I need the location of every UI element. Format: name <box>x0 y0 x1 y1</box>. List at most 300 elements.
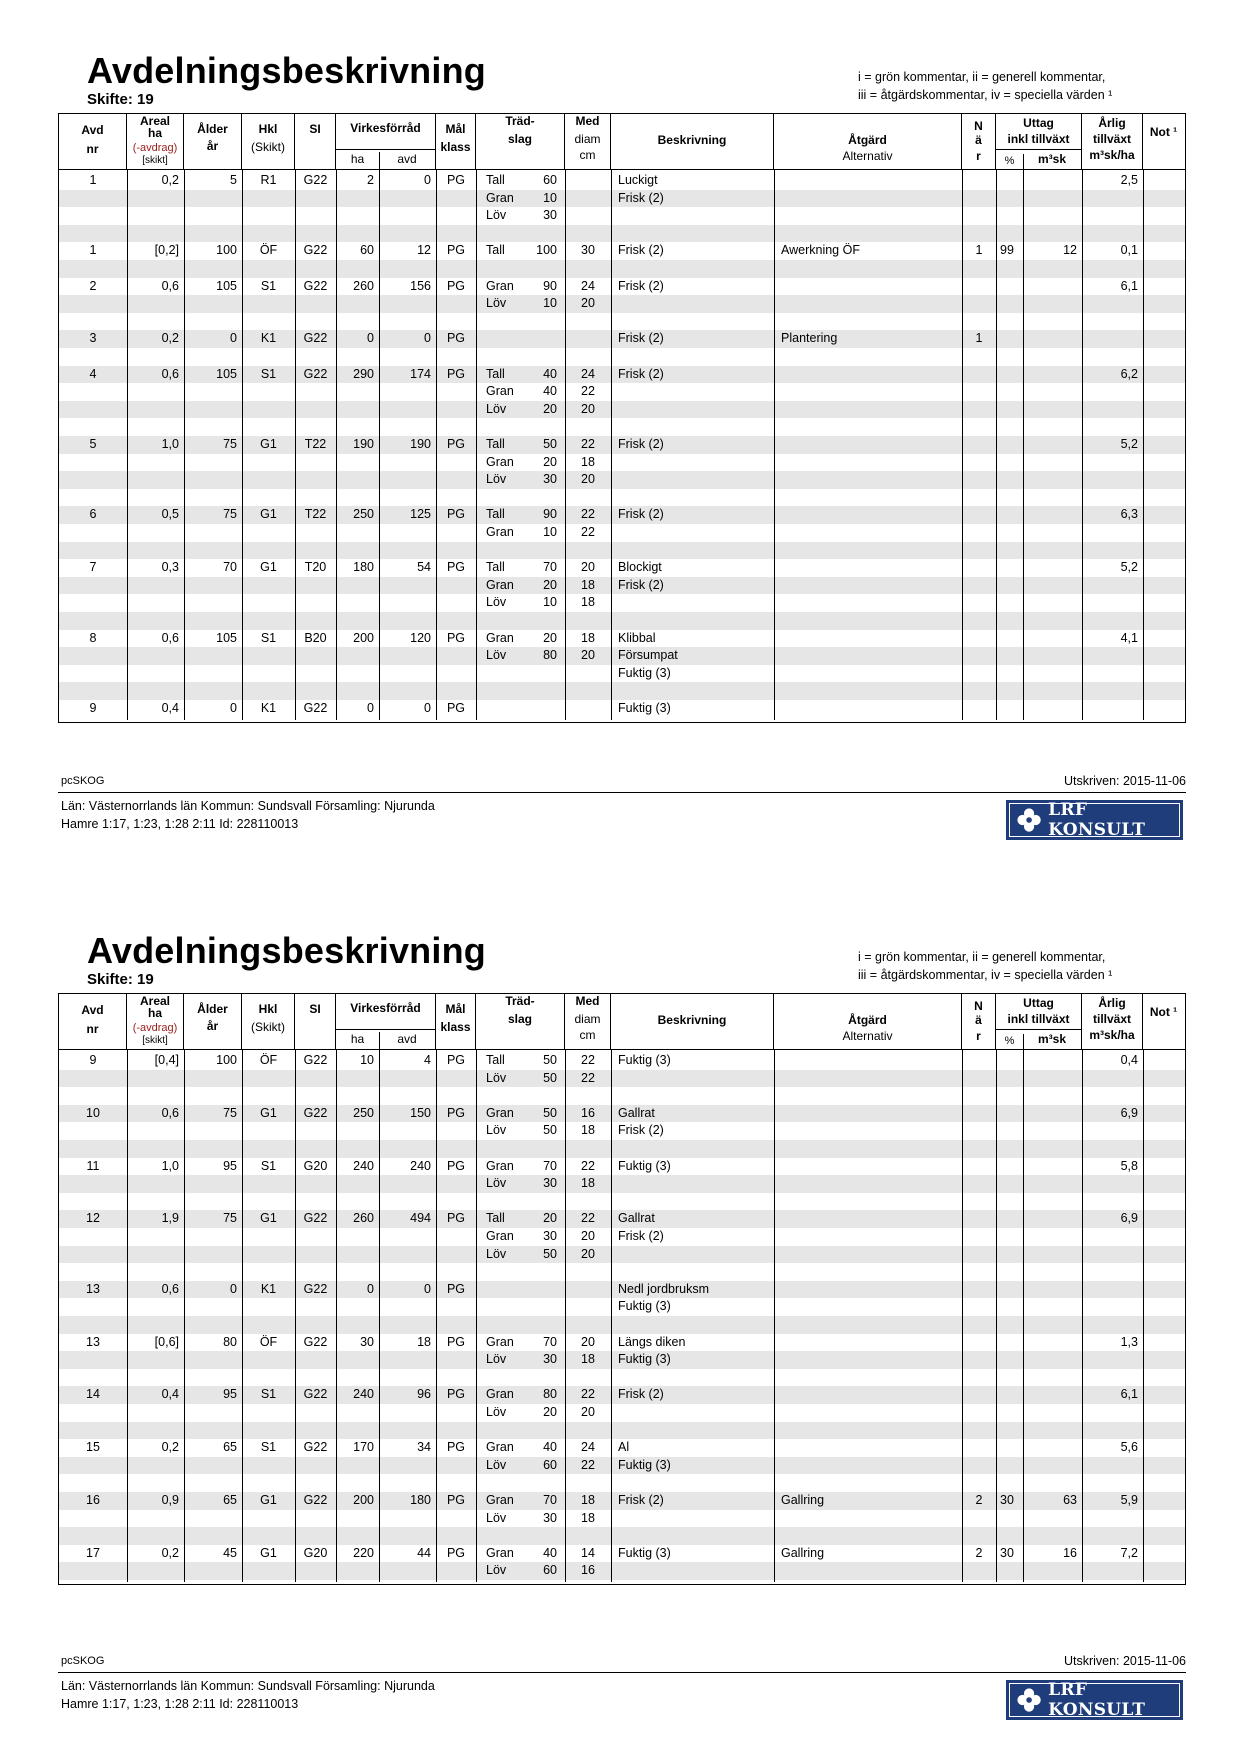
header-uttag <box>996 994 1082 1049</box>
header-text: Uttag <box>1023 996 1054 1010</box>
cell-vavd: 0 <box>424 173 431 187</box>
species-name: Gran <box>486 1493 514 1507</box>
header-text: ha <box>147 1006 162 1020</box>
description-line <box>59 1351 1185 1369</box>
header-text: (Skikt) <box>251 1020 285 1034</box>
cell-si: G22 <box>303 701 328 715</box>
species-diameter: 22 <box>581 384 595 399</box>
species-name: Löv <box>486 208 507 223</box>
species-name: Tall <box>486 1053 505 1067</box>
header-mal <box>436 114 476 169</box>
species-share: 70 <box>543 1493 557 1507</box>
property-line: Hamre 1:17, 1:23, 1:28 2:11 Id: 228110013 <box>61 817 299 831</box>
header-text: Årlig <box>1098 996 1126 1010</box>
row-band <box>59 612 1185 630</box>
header-text: Uttag <box>1023 116 1054 130</box>
species-share: 30 <box>543 1176 557 1191</box>
description-text: Frisk (2) <box>618 507 664 522</box>
cell-areal: 0,3 <box>161 560 179 575</box>
cell-mal: PG <box>446 1440 466 1455</box>
species-share: 70 <box>543 1334 557 1349</box>
header-text: m³sk <box>1037 152 1066 166</box>
header-trad <box>476 994 565 1049</box>
cell-alder: 75 <box>223 1105 237 1120</box>
description-line <box>59 506 1185 524</box>
species-name: Löv <box>486 1070 507 1085</box>
species-name: Gran <box>486 1387 514 1402</box>
species-name: Löv <box>486 1352 507 1367</box>
cell-alder: 65 <box>223 1493 237 1507</box>
header-text: Ålder <box>197 122 228 136</box>
cell-mal: PG <box>446 701 466 715</box>
cell-vavd: 12 <box>417 243 431 258</box>
cell-vha: 60 <box>360 243 374 258</box>
cell-hkl: S1 <box>260 366 277 381</box>
species-line <box>59 1175 1185 1193</box>
species-diameter: 22 <box>581 525 595 539</box>
header-med <box>565 994 611 1049</box>
cell-pct: 30 <box>1000 1493 1014 1507</box>
legend-line: iii = åtgärdskommentar, iv = speciella värden ¹ <box>858 968 1113 982</box>
species-share: 50 <box>543 1105 557 1120</box>
cell-vavd: 18 <box>417 1334 431 1349</box>
cell-nar: 1 <box>975 243 983 258</box>
species-name: Löv <box>486 472 507 487</box>
cell-alder: 0 <box>230 1281 237 1296</box>
header-text: Årlig <box>1098 116 1126 130</box>
species-share: 50 <box>543 437 557 451</box>
cell-areal: 0,6 <box>161 1281 179 1296</box>
header-text: SI <box>309 122 321 136</box>
cell-si: T20 <box>304 560 327 575</box>
cell-alder: 105 <box>216 278 237 293</box>
species-name: Löv <box>486 1563 507 1578</box>
cell-vha: 0 <box>367 701 374 715</box>
cell-arlig: 2,5 <box>1120 173 1138 187</box>
description-line <box>59 1386 1185 1404</box>
cell-avd: 15 <box>86 1440 100 1455</box>
cell-areal: 0,2 <box>161 1545 179 1560</box>
cell-mal: PG <box>446 331 466 346</box>
species-line <box>59 1562 1185 1580</box>
cell-arlig: 5,8 <box>1120 1158 1138 1173</box>
cell-areal: 0,6 <box>161 630 179 645</box>
species-share: 60 <box>543 1563 557 1578</box>
cell-areal: 0,6 <box>161 366 179 381</box>
species-share: 50 <box>543 1053 557 1067</box>
cell-nar: 2 <box>975 1545 983 1560</box>
cell-areal: [0,4] <box>154 1053 179 1067</box>
species-diameter: 22 <box>581 1211 595 1226</box>
cell-vha: 220 <box>353 1545 374 1560</box>
species-name: Gran <box>486 1105 514 1120</box>
species-diameter: 18 <box>581 577 595 592</box>
cell-arlig: 0,1 <box>1120 243 1138 258</box>
species-name: Löv <box>486 1246 507 1261</box>
description-line <box>59 1457 1185 1475</box>
header-beskr <box>611 114 774 169</box>
header-si <box>295 994 336 1049</box>
row-band <box>59 682 1185 700</box>
cell-arlig: 6,1 <box>1120 278 1138 293</box>
cell-alder: 105 <box>216 630 237 645</box>
cell-hkl: ÖF <box>259 1334 278 1349</box>
description-line <box>59 1492 1185 1510</box>
header-text: (-avdrag) <box>132 1022 178 1034</box>
cell-areal: 1,0 <box>161 1158 179 1173</box>
cell-si: G22 <box>303 243 328 258</box>
species-line <box>59 594 1185 612</box>
species-share: 70 <box>543 560 557 575</box>
cell-si: G22 <box>303 1440 328 1455</box>
species-diameter: 18 <box>581 1493 595 1507</box>
species-diameter: 18 <box>581 454 595 469</box>
description-text: Blockigt <box>618 560 662 575</box>
species-share: 10 <box>543 595 557 610</box>
header-text: r <box>976 1029 981 1043</box>
property-line: Hamre 1:17, 1:23, 1:28 2:11 Id: 228110013 <box>61 1697 299 1711</box>
header-text: ä <box>975 1013 982 1027</box>
header-text: avd <box>397 1032 417 1046</box>
cell-nar: 2 <box>975 1493 983 1507</box>
cell-avd: 8 <box>89 630 97 645</box>
header-text: Åtgärd <box>848 1013 887 1027</box>
species-diameter: 16 <box>581 1563 595 1578</box>
table-header <box>59 114 1185 170</box>
cell-avd: 9 <box>89 701 97 715</box>
cell-si: G20 <box>303 1158 328 1173</box>
printed-date: Utskriven: 2015-11-06 <box>1063 1654 1186 1668</box>
legend-line: i = grön kommentar, ii = generell kommentar, <box>858 70 1106 84</box>
cell-hkl: G1 <box>260 1545 277 1560</box>
species-share: 70 <box>543 1158 557 1173</box>
footer-info <box>61 1677 435 1713</box>
cell-pct: 30 <box>1000 1545 1014 1560</box>
cell-avd: 10 <box>86 1105 100 1120</box>
species-line <box>59 1070 1185 1088</box>
header-hkl <box>242 994 295 1049</box>
cell-si: T22 <box>304 507 327 522</box>
header-divider <box>996 1029 1081 1030</box>
header-text: N <box>974 119 983 133</box>
species-diameter: 24 <box>581 278 595 293</box>
description-line <box>59 242 1185 260</box>
species-diameter: 30 <box>581 243 595 258</box>
header-text: Areal <box>139 114 171 128</box>
description-text: Frisk (2) <box>618 190 664 205</box>
species-name: Gran <box>486 454 514 469</box>
header-med <box>565 114 611 169</box>
cell-pct: 99 <box>1000 243 1014 258</box>
species-name: Löv <box>486 648 507 663</box>
header-text: m³sk/ha <box>1089 148 1135 162</box>
description-text: Frisk (2) <box>618 1123 664 1138</box>
cell-vavd: 4 <box>424 1053 431 1067</box>
species-line <box>59 383 1185 401</box>
cell-alder: 80 <box>223 1334 237 1349</box>
cell-vha: 240 <box>353 1387 374 1402</box>
cell-areal: 0,9 <box>161 1493 179 1507</box>
species-name: Löv <box>486 1176 507 1191</box>
species-share: 50 <box>543 1246 557 1261</box>
header-text: klass <box>440 1020 471 1034</box>
species-name: Löv <box>486 1457 507 1472</box>
header-mal <box>436 994 476 1049</box>
cell-avd: 3 <box>89 331 97 346</box>
header-virkesforrad <box>336 994 436 1049</box>
species-name: Gran <box>486 1158 514 1173</box>
cell-arlig: 5,9 <box>1120 1493 1138 1507</box>
cell-mal: PG <box>446 173 466 187</box>
cell-vavd: 150 <box>410 1105 431 1120</box>
cell-hkl: G1 <box>260 437 277 451</box>
description-text: Gallrat <box>618 1105 655 1120</box>
cell-hkl: G1 <box>260 1211 277 1226</box>
footer-rule <box>58 792 1186 793</box>
species-name: Gran <box>486 278 514 293</box>
header-text: Hkl <box>258 122 278 136</box>
header-text: (-avdrag) <box>132 142 178 154</box>
description-line <box>59 172 1185 190</box>
header-text: Åtgärd <box>848 133 887 147</box>
header-text: inkl tillväxt <box>1007 132 1070 146</box>
description-text: Fuktig (3) <box>618 1352 671 1367</box>
skifte-label: Skifte: 19 <box>87 971 154 988</box>
header-text: ha <box>336 152 380 169</box>
species-diameter: 18 <box>581 1510 595 1525</box>
cell-arlig: 1,3 <box>1120 1334 1138 1349</box>
cell-arlig: 5,2 <box>1120 437 1138 451</box>
header-text: ha <box>336 1032 380 1049</box>
description-line <box>59 1122 1185 1140</box>
cell-vavd: 494 <box>410 1211 431 1226</box>
species-share: 40 <box>543 366 557 381</box>
header-text: år <box>206 1019 219 1033</box>
species-name: Löv <box>486 1123 507 1138</box>
species-share: 50 <box>543 1123 557 1138</box>
species-share: 90 <box>543 278 557 293</box>
description-line <box>59 1334 1185 1352</box>
species-name: Tall <box>486 507 505 522</box>
species-share: 30 <box>543 208 557 223</box>
cell-hkl: G1 <box>260 1493 277 1507</box>
cell-mal: PG <box>446 1158 466 1173</box>
cell-si: G22 <box>303 1493 328 1507</box>
description-line <box>59 436 1185 454</box>
header-text: Avd <box>81 1003 104 1017</box>
description-line <box>59 665 1185 683</box>
header-avd <box>59 114 127 169</box>
species-line <box>59 1246 1185 1264</box>
cell-mal: PG <box>446 278 466 293</box>
row-band <box>59 1140 1185 1158</box>
header-text: klass <box>440 140 471 154</box>
cell-vha: 190 <box>353 437 374 451</box>
cell-arlig: 7,2 <box>1120 1545 1138 1560</box>
cell-vavd: 0 <box>424 1281 431 1296</box>
cell-alder: 0 <box>230 701 237 715</box>
cell-hkl: K1 <box>260 701 277 715</box>
cell-vavd: 96 <box>417 1387 431 1402</box>
cell-alder: 45 <box>223 1545 237 1560</box>
comment-legend <box>858 948 1112 984</box>
species-name: Gran <box>486 1229 514 1243</box>
cell-si: G20 <box>303 1545 328 1560</box>
cell-alder: 75 <box>223 507 237 522</box>
description-text: Frisk (2) <box>618 1387 664 1402</box>
cell-alder: 75 <box>223 437 237 451</box>
header-uttag <box>996 114 1082 169</box>
cell-vha: 250 <box>353 507 374 522</box>
row-band <box>59 1316 1185 1334</box>
cell-vavd: 180 <box>410 1493 431 1507</box>
cell-avd: 1 <box>89 173 97 187</box>
description-line <box>59 1052 1185 1070</box>
cell-mal: PG <box>446 437 466 451</box>
cell-vha: 0 <box>367 1281 374 1296</box>
species-name: Gran <box>486 190 514 205</box>
cell-avd: 2 <box>89 278 97 293</box>
description-line <box>59 1210 1185 1228</box>
species-diameter: 24 <box>581 1440 595 1455</box>
species-name: Löv <box>486 595 507 610</box>
cell-si: G22 <box>303 1281 328 1296</box>
cell-avd: 4 <box>89 366 97 381</box>
logo-text: LRF KONSULT <box>1048 1680 1146 1720</box>
description-text: Nedl jordbruksm <box>618 1281 710 1296</box>
species-diameter: 16 <box>581 1105 595 1120</box>
cell-hkl: ÖF <box>259 243 278 258</box>
cell-avd: 13 <box>86 1281 100 1296</box>
cell-atgard: Awerkning ÖF <box>781 243 860 258</box>
description-text: Frisk (2) <box>618 366 664 381</box>
program-name: pcSKOG <box>61 775 105 787</box>
cell-hkl: G1 <box>260 1105 277 1120</box>
cell-avd: 6 <box>89 507 97 522</box>
species-diameter: 22 <box>581 1070 595 1085</box>
species-share: 40 <box>543 1545 557 1560</box>
header-text: m³sk/ha <box>1089 1028 1135 1042</box>
cell-mal: PG <box>446 560 466 575</box>
cell-arlig: 5,2 <box>1120 560 1138 575</box>
species-diameter: 20 <box>581 1246 595 1261</box>
header-alder <box>184 994 242 1049</box>
species-share: 10 <box>543 190 557 205</box>
cell-vavd: 34 <box>417 1440 431 1455</box>
header-text: slag <box>507 1012 532 1026</box>
cell-vavd: 120 <box>410 630 431 645</box>
cell-mal: PG <box>446 1493 466 1507</box>
cell-hkl: S1 <box>260 1387 277 1402</box>
species-line <box>59 295 1185 313</box>
logo-text: LRF KONSULT <box>1048 800 1146 840</box>
header-text: diam <box>574 132 601 146</box>
cell-avd: 1 <box>89 243 97 258</box>
cell-vha: 200 <box>353 630 374 645</box>
species-diameter: 20 <box>581 1334 595 1349</box>
cell-hkl: S1 <box>260 278 277 293</box>
description-line <box>59 278 1185 296</box>
species-name: Gran <box>486 1545 514 1560</box>
header-text: Mål <box>445 122 466 136</box>
description-text: Frisk (2) <box>618 331 664 346</box>
species-share: 60 <box>543 1457 557 1472</box>
header-text: Alternativ <box>842 149 893 163</box>
header-text: Träd- <box>505 994 535 1008</box>
species-diameter: 22 <box>581 507 595 522</box>
location-line: Län: Västernorrlands län Kommun: Sundsvall Församling: Njurunda <box>61 1679 435 1693</box>
species-line <box>59 1510 1185 1528</box>
header-avd <box>59 994 127 1049</box>
species-name: Löv <box>486 1405 507 1419</box>
division-table <box>58 113 1186 723</box>
row-band <box>59 1527 1185 1545</box>
description-text: Frisk (2) <box>618 577 664 592</box>
description-line <box>59 647 1185 665</box>
description-line <box>59 1298 1185 1316</box>
description-line <box>59 577 1185 595</box>
cell-vavd: 240 <box>410 1158 431 1173</box>
header-areal <box>127 994 184 1049</box>
header-text: tillväxt <box>1092 1012 1131 1026</box>
header-text: tillväxt <box>1092 132 1131 146</box>
species-share: 50 <box>543 1070 557 1085</box>
header-divider <box>336 1029 435 1030</box>
species-diameter: 20 <box>581 560 595 575</box>
cell-avd: 17 <box>86 1545 100 1560</box>
header-atg <box>774 994 962 1049</box>
header-trad <box>476 114 565 169</box>
header-text: Areal <box>139 994 171 1008</box>
table-body <box>59 1050 1185 1582</box>
species-name: Tall <box>486 1211 505 1226</box>
species-share: 80 <box>543 648 557 663</box>
description-text: Gallrat <box>618 1211 655 1226</box>
species-diameter: 22 <box>581 1457 595 1472</box>
header-atg <box>774 114 962 169</box>
species-diameter: 24 <box>581 366 595 381</box>
header-nar <box>962 994 996 1049</box>
lrf-konsult-logo <box>1006 800 1183 840</box>
cell-vavd: 125 <box>410 507 431 522</box>
header-text: nr <box>86 1022 99 1036</box>
footer-info <box>61 797 435 833</box>
header-text: Ålder <box>197 1002 228 1016</box>
description-line <box>59 700 1185 718</box>
row-band <box>59 260 1185 278</box>
row-band <box>59 1422 1185 1440</box>
species-name: Löv <box>486 401 507 416</box>
cell-si: B20 <box>304 630 327 645</box>
species-share: 30 <box>543 1510 557 1525</box>
species-share: 20 <box>543 454 557 469</box>
clover-icon <box>1016 806 1042 834</box>
cell-vavd: 156 <box>410 278 431 293</box>
species-line <box>59 454 1185 472</box>
header-text: m³sk <box>1037 1032 1066 1046</box>
description-line <box>59 1158 1185 1176</box>
species-diameter: 20 <box>581 472 595 487</box>
header-text: % <box>996 1034 1024 1049</box>
cell-alder: 105 <box>216 366 237 381</box>
cell-mal: PG <box>446 1334 466 1349</box>
description-text: Al <box>618 1440 630 1455</box>
cell-vha: 30 <box>360 1334 374 1349</box>
cell-mal: PG <box>446 630 466 645</box>
description-text: Fuktig (3) <box>618 701 671 715</box>
cell-vha: 260 <box>353 1211 374 1226</box>
header-text: nr <box>86 142 99 156</box>
